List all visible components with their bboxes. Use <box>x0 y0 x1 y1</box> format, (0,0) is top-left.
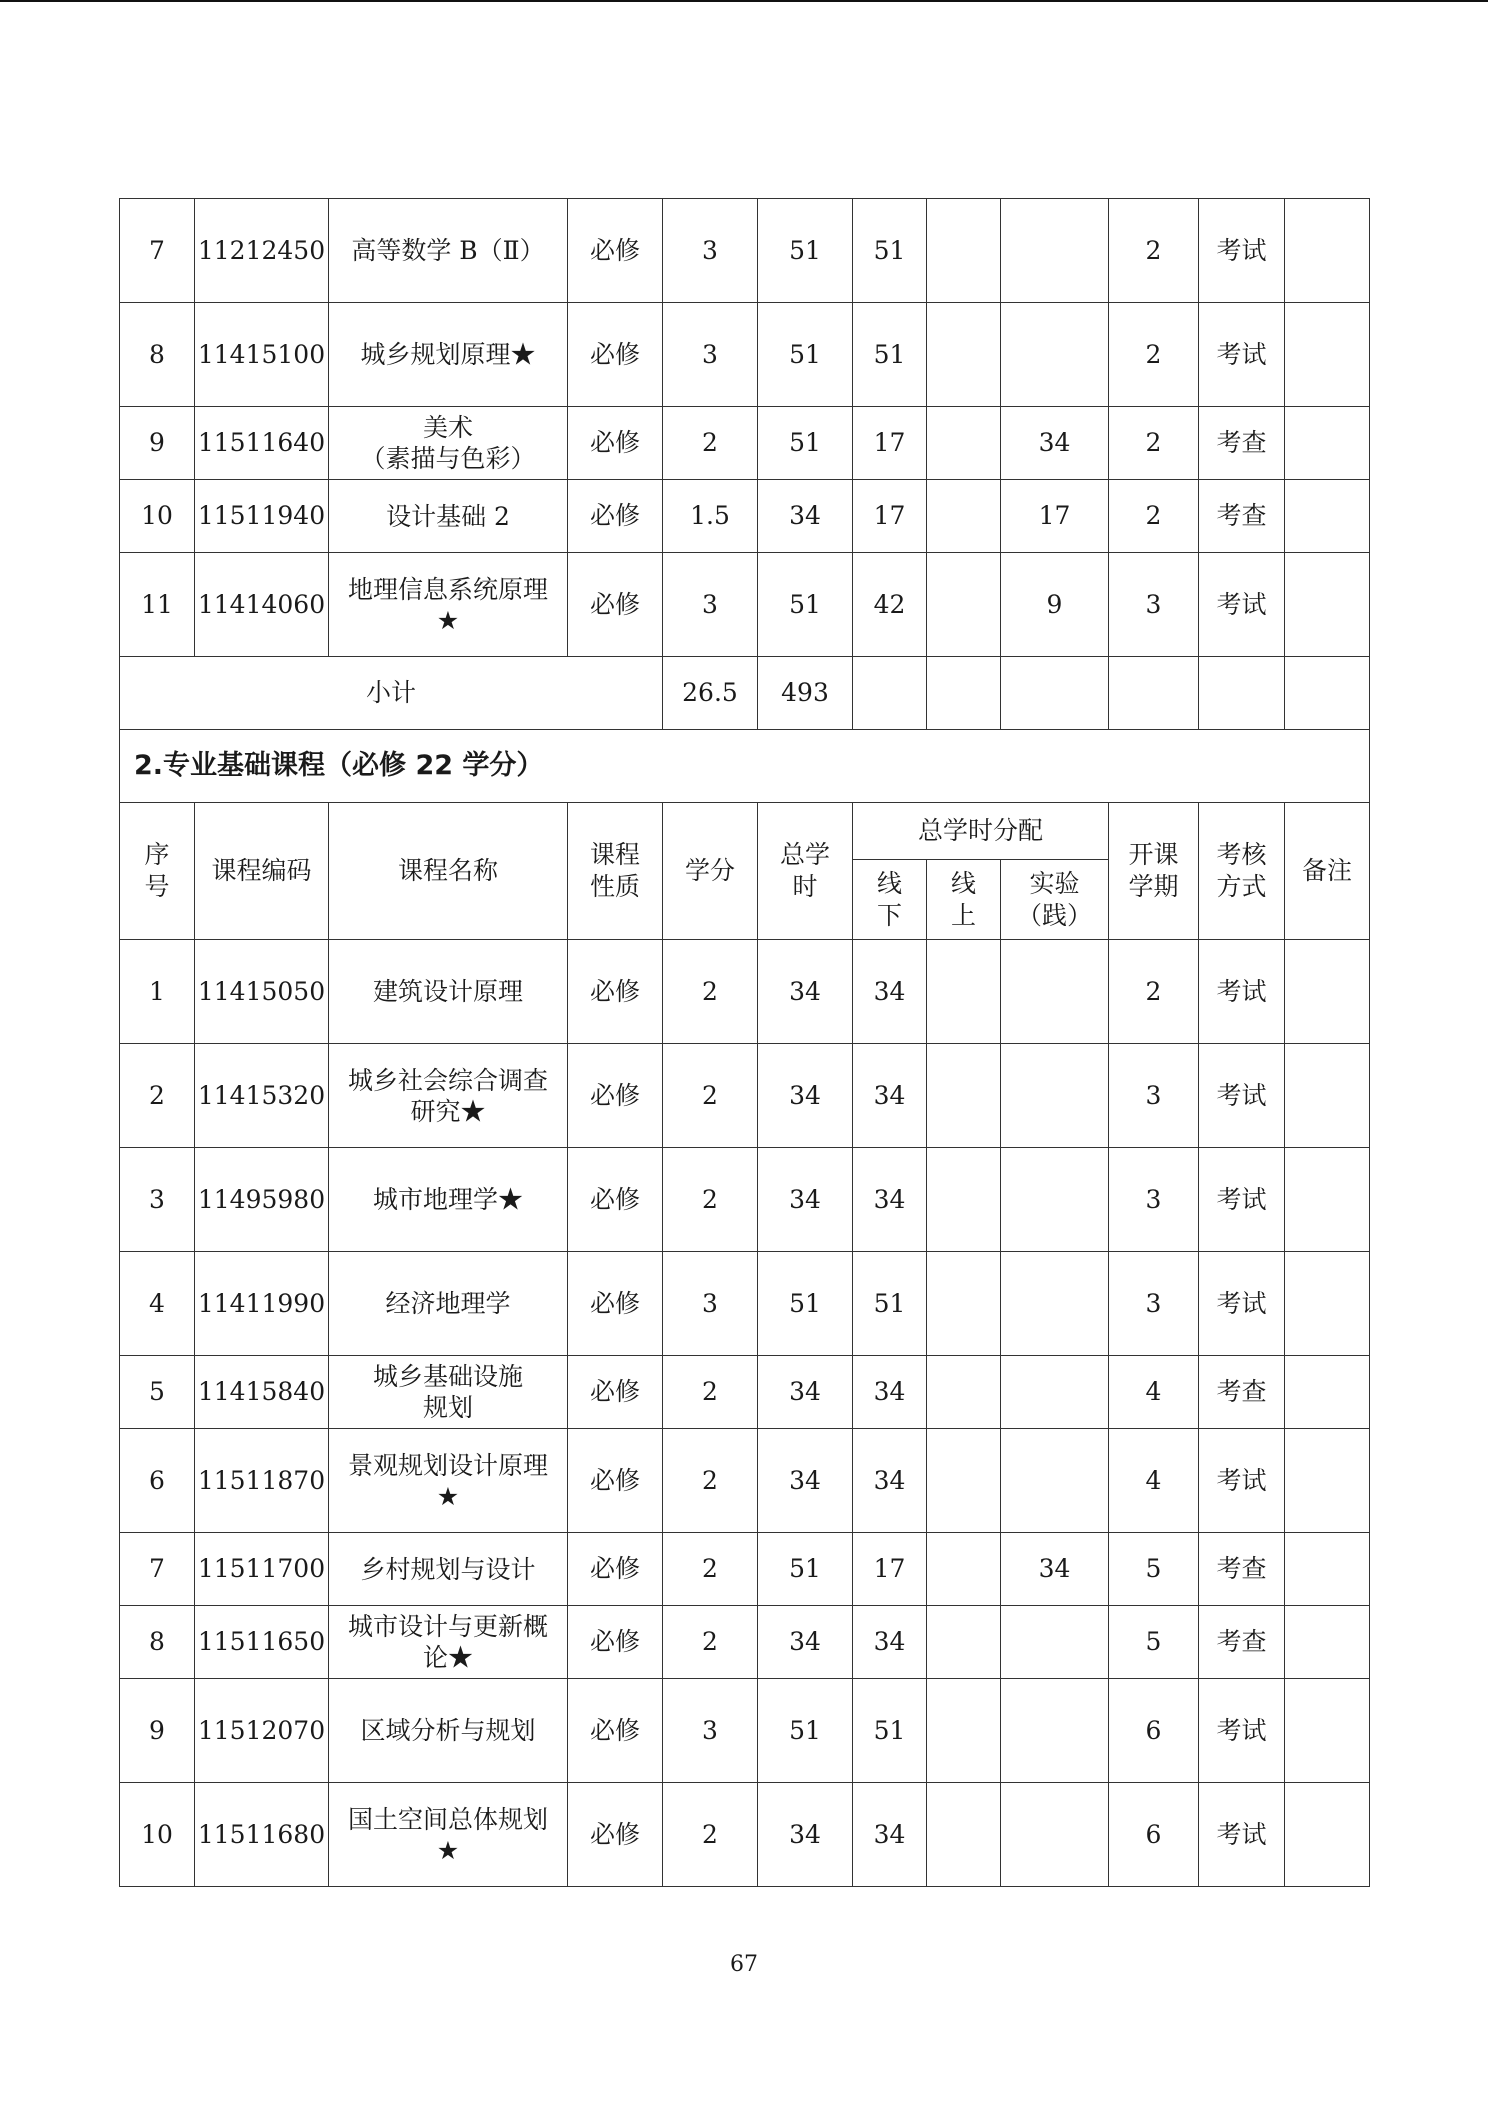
cell-name: 地理信息系统原理 ★ <box>329 553 568 657</box>
cell-no: 4 <box>120 1252 195 1356</box>
cell-note <box>1285 553 1370 657</box>
cell-assess: 考试 <box>1199 1044 1285 1148</box>
cell-no: 11 <box>120 553 195 657</box>
cell-term: 2 <box>1109 940 1199 1044</box>
cell-online <box>927 1533 1001 1606</box>
page-number: 67 <box>730 1952 758 1977</box>
cell-no: 7 <box>120 199 195 303</box>
cell-type: 必修 <box>568 480 663 553</box>
cell-term: 6 <box>1109 1783 1199 1887</box>
header-dist-text: 总学时分配 <box>917 816 1043 845</box>
cell-type: 必修 <box>568 1533 663 1606</box>
cell-term: 2 <box>1109 480 1199 553</box>
cell-offline: 34 <box>853 1356 927 1429</box>
header-lab-text: 实验 （践） <box>1016 868 1092 930</box>
cell-code: 11212450 <box>195 199 329 303</box>
cell-credit: 3 <box>663 1679 758 1783</box>
cell-term: 3 <box>1109 553 1199 657</box>
cell-type: 必修 <box>568 1044 663 1148</box>
cell-term: 5 <box>1109 1533 1199 1606</box>
curriculum-table <box>119 198 1370 1887</box>
header-code <box>195 803 329 940</box>
cell-online <box>927 1679 1001 1783</box>
cell-hours: 51 <box>758 553 853 657</box>
cell-lab <box>1001 1252 1109 1356</box>
table-row <box>120 1783 1370 1887</box>
cell-term: 5 <box>1109 1606 1199 1679</box>
cell-credit: 2 <box>663 1783 758 1887</box>
header-code-text: 课程编码 <box>211 856 312 885</box>
header-offline <box>853 860 927 940</box>
table-row <box>120 1252 1370 1356</box>
cell-hours: 34 <box>758 1044 853 1148</box>
cell-credit: 2 <box>663 1429 758 1533</box>
cell-offline: 34 <box>853 1783 927 1887</box>
cell-online <box>927 480 1001 553</box>
cell-term: 3 <box>1109 1252 1199 1356</box>
cell-lab <box>1001 1679 1109 1783</box>
cell-offline: 34 <box>853 1044 927 1148</box>
cell-term: 3 <box>1109 1148 1199 1252</box>
cell-assess: 考查 <box>1199 1356 1285 1429</box>
cell-no: 10 <box>120 480 195 553</box>
cell-credit: 3 <box>663 553 758 657</box>
cell-hours: 34 <box>758 480 853 553</box>
header-online-text: 线 上 <box>950 868 976 930</box>
cell-online <box>927 407 1001 480</box>
cell-code: 11415840 <box>195 1356 329 1429</box>
cell-type: 必修 <box>568 303 663 407</box>
cell-credit: 2 <box>663 1148 758 1252</box>
cell-code: 11495980 <box>195 1148 329 1252</box>
cell-online <box>927 553 1001 657</box>
header-dist <box>853 803 1109 860</box>
cell-lab <box>1001 940 1109 1044</box>
cell-lab: 34 <box>1001 407 1109 480</box>
cell-offline: 17 <box>853 1533 927 1606</box>
cell-online <box>927 1606 1001 1679</box>
cell-type: 必修 <box>568 1252 663 1356</box>
cell-no: 1 <box>120 940 195 1044</box>
cell-note <box>1285 1783 1370 1887</box>
cell-offline: 34 <box>853 1429 927 1533</box>
cell-online <box>927 940 1001 1044</box>
table-row <box>120 553 1370 657</box>
header-assess-text: 考核 方式 <box>1216 840 1267 901</box>
cell-lab <box>1001 1044 1109 1148</box>
cell-code: 11414060 <box>195 553 329 657</box>
cell-assess: 考试 <box>1199 199 1285 303</box>
cell-hours: 51 <box>758 407 853 480</box>
professional-foundation-courses <box>120 940 1370 1887</box>
cell-term: 4 <box>1109 1429 1199 1533</box>
cell-no: 2 <box>120 1044 195 1148</box>
table-row <box>120 1606 1370 1679</box>
cell-online <box>927 1783 1001 1887</box>
cell-no: 6 <box>120 1429 195 1533</box>
empty-cell <box>927 657 1001 730</box>
cell-name: 城乡基础设施 规划 <box>329 1356 568 1429</box>
cell-lab <box>1001 1606 1109 1679</box>
subtotal-row <box>120 657 1370 730</box>
table-row <box>120 303 1370 407</box>
cell-no: 10 <box>120 1783 195 1887</box>
cell-code: 11511650 <box>195 1606 329 1679</box>
cell-note <box>1285 303 1370 407</box>
header-term <box>1109 803 1199 940</box>
cell-credit: 2 <box>663 1044 758 1148</box>
empty-cell <box>1285 657 1370 730</box>
cell-credit: 2 <box>663 407 758 480</box>
header-name <box>329 803 568 940</box>
cell-hours: 34 <box>758 1429 853 1533</box>
subtotal-hours: 493 <box>758 657 853 730</box>
header-online <box>927 860 1001 940</box>
cell-term: 2 <box>1109 407 1199 480</box>
cell-hours: 51 <box>758 1533 853 1606</box>
cell-no: 7 <box>120 1533 195 1606</box>
cell-code: 11511700 <box>195 1533 329 1606</box>
cell-assess: 考查 <box>1199 1606 1285 1679</box>
cell-note <box>1285 407 1370 480</box>
cell-lab: 9 <box>1001 553 1109 657</box>
cell-online <box>927 1356 1001 1429</box>
cell-assess: 考查 <box>1199 407 1285 480</box>
header-type <box>568 803 663 940</box>
subtotal-credit: 26.5 <box>663 657 758 730</box>
cell-note <box>1285 940 1370 1044</box>
cell-offline: 34 <box>853 940 927 1044</box>
cell-assess: 考试 <box>1199 303 1285 407</box>
header-assess <box>1199 803 1285 940</box>
table-row <box>120 1679 1370 1783</box>
table-row <box>120 1148 1370 1252</box>
cell-no: 5 <box>120 1356 195 1429</box>
cell-note <box>1285 199 1370 303</box>
cell-code: 11512070 <box>195 1679 329 1783</box>
cell-code: 11511680 <box>195 1783 329 1887</box>
cell-hours: 51 <box>758 1679 853 1783</box>
cell-offline: 17 <box>853 407 927 480</box>
cell-name: 区域分析与规划 <box>329 1679 568 1783</box>
cell-type: 必修 <box>568 1356 663 1429</box>
cell-credit: 2 <box>663 1356 758 1429</box>
cell-name: 建筑设计原理 <box>329 940 568 1044</box>
cell-lab <box>1001 1356 1109 1429</box>
cell-code: 11415050 <box>195 940 329 1044</box>
cell-note <box>1285 1044 1370 1148</box>
cell-name: 景观规划设计原理 ★ <box>329 1429 568 1533</box>
cell-assess: 考试 <box>1199 1429 1285 1533</box>
top-border-line <box>0 0 1488 2</box>
cell-offline: 51 <box>853 1252 927 1356</box>
cell-note <box>1285 1606 1370 1679</box>
subtotal-label: 小计 <box>120 657 663 730</box>
header-note <box>1285 803 1370 940</box>
empty-cell <box>1001 657 1109 730</box>
cell-lab <box>1001 303 1109 407</box>
cell-offline: 51 <box>853 303 927 407</box>
cell-offline: 42 <box>853 553 927 657</box>
header-credit-text: 学分 <box>684 856 735 885</box>
cell-lab: 34 <box>1001 1533 1109 1606</box>
cell-assess: 考试 <box>1199 1783 1285 1887</box>
cell-lab <box>1001 1429 1109 1533</box>
table-row <box>120 1429 1370 1533</box>
header-no-text: 序 号 <box>144 840 170 901</box>
cell-lab <box>1001 1148 1109 1252</box>
subtotal-section <box>120 657 1370 803</box>
cell-assess: 考试 <box>1199 1148 1285 1252</box>
header-no <box>120 803 195 940</box>
cell-credit: 2 <box>663 1606 758 1679</box>
table-row <box>120 480 1370 553</box>
cell-credit: 2 <box>663 940 758 1044</box>
cell-name: 城市地理学★ <box>329 1148 568 1252</box>
header-credit <box>663 803 758 940</box>
cell-offline: 34 <box>853 1606 927 1679</box>
cell-hours: 34 <box>758 1356 853 1429</box>
cell-no: 3 <box>120 1148 195 1252</box>
cell-name: 设计基础 2 <box>329 480 568 553</box>
cell-code: 11411990 <box>195 1252 329 1356</box>
cell-code: 11415320 <box>195 1044 329 1148</box>
cell-offline: 17 <box>853 480 927 553</box>
cell-assess: 考试 <box>1199 1252 1285 1356</box>
cell-code: 11511870 <box>195 1429 329 1533</box>
cell-online <box>927 199 1001 303</box>
cell-offline: 51 <box>853 199 927 303</box>
cell-note <box>1285 1429 1370 1533</box>
cell-note <box>1285 1252 1370 1356</box>
cell-lab: 17 <box>1001 480 1109 553</box>
cell-type: 必修 <box>568 1679 663 1783</box>
cell-online <box>927 1148 1001 1252</box>
cell-online <box>927 1252 1001 1356</box>
table-row <box>120 940 1370 1044</box>
cell-credit: 3 <box>663 1252 758 1356</box>
cell-term: 6 <box>1109 1679 1199 1783</box>
compulsory-courses-continued <box>120 199 1370 657</box>
cell-name: 高等数学 B（Ⅱ） <box>329 199 568 303</box>
table-row <box>120 1044 1370 1148</box>
cell-no: 8 <box>120 1606 195 1679</box>
table-row <box>120 1533 1370 1606</box>
header-name-text: 课程名称 <box>397 856 498 885</box>
cell-online <box>927 1429 1001 1533</box>
cell-assess: 考试 <box>1199 940 1285 1044</box>
cell-type: 必修 <box>568 407 663 480</box>
table-row <box>120 407 1370 480</box>
cell-hours: 34 <box>758 1783 853 1887</box>
table-row <box>120 1356 1370 1429</box>
cell-assess: 考试 <box>1199 553 1285 657</box>
cell-no: 9 <box>120 1679 195 1783</box>
cell-type: 必修 <box>568 1606 663 1679</box>
cell-no: 9 <box>120 407 195 480</box>
cell-name: 城市设计与更新概 论★ <box>329 1606 568 1679</box>
cell-code: 11511940 <box>195 480 329 553</box>
header-lab <box>1001 860 1109 940</box>
cell-name: 美术 （素描与色彩） <box>329 407 568 480</box>
cell-lab <box>1001 1783 1109 1887</box>
cell-hours: 51 <box>758 303 853 407</box>
cell-note <box>1285 1148 1370 1252</box>
header-type-text: 课程 性质 <box>589 840 640 901</box>
cell-name: 经济地理学 <box>329 1252 568 1356</box>
cell-type: 必修 <box>568 1783 663 1887</box>
cell-term: 2 <box>1109 303 1199 407</box>
cell-offline: 34 <box>853 1148 927 1252</box>
cell-term: 4 <box>1109 1356 1199 1429</box>
cell-note <box>1285 480 1370 553</box>
empty-cell <box>1109 657 1199 730</box>
cell-credit: 1.5 <box>663 480 758 553</box>
cell-lab <box>1001 199 1109 303</box>
cell-assess: 考查 <box>1199 480 1285 553</box>
cell-credit: 3 <box>663 303 758 407</box>
cell-hours: 51 <box>758 1252 853 1356</box>
cell-name: 国土空间总体规划 ★ <box>329 1783 568 1887</box>
table-row <box>120 199 1370 303</box>
header-term-text: 开课 学期 <box>1128 840 1179 901</box>
empty-cell <box>1199 657 1285 730</box>
cell-online <box>927 1044 1001 1148</box>
header-offline-text: 线 下 <box>876 868 902 930</box>
cell-name: 城乡规划原理★ <box>329 303 568 407</box>
cell-hours: 34 <box>758 940 853 1044</box>
header-hours-text: 总学 时 <box>779 840 830 901</box>
cell-hours: 51 <box>758 199 853 303</box>
cell-type: 必修 <box>568 1148 663 1252</box>
cell-term: 3 <box>1109 1044 1199 1148</box>
table-header <box>120 803 1370 940</box>
cell-hours: 34 <box>758 1148 853 1252</box>
cell-type: 必修 <box>568 1429 663 1533</box>
cell-name: 乡村规划与设计 <box>329 1533 568 1606</box>
empty-cell <box>853 657 927 730</box>
cell-online <box>927 303 1001 407</box>
header-hours <box>758 803 853 940</box>
cell-term: 2 <box>1109 199 1199 303</box>
cell-note <box>1285 1356 1370 1429</box>
cell-no: 8 <box>120 303 195 407</box>
cell-code: 11415100 <box>195 303 329 407</box>
cell-assess: 考查 <box>1199 1533 1285 1606</box>
cell-note <box>1285 1533 1370 1606</box>
cell-offline: 51 <box>853 1679 927 1783</box>
cell-type: 必修 <box>568 199 663 303</box>
section-title: 2.专业基础课程（必修 22 学分） <box>120 730 1370 803</box>
cell-hours: 34 <box>758 1606 853 1679</box>
section-title-row <box>120 730 1370 803</box>
header-row <box>120 803 1370 860</box>
cell-name: 城乡社会综合调查 研究★ <box>329 1044 568 1148</box>
cell-note <box>1285 1679 1370 1783</box>
cell-code: 11511640 <box>195 407 329 480</box>
cell-assess: 考试 <box>1199 1679 1285 1783</box>
cell-credit: 3 <box>663 199 758 303</box>
cell-type: 必修 <box>568 940 663 1044</box>
cell-credit: 2 <box>663 1533 758 1606</box>
cell-type: 必修 <box>568 553 663 657</box>
header-note-text: 备注 <box>1301 856 1352 885</box>
